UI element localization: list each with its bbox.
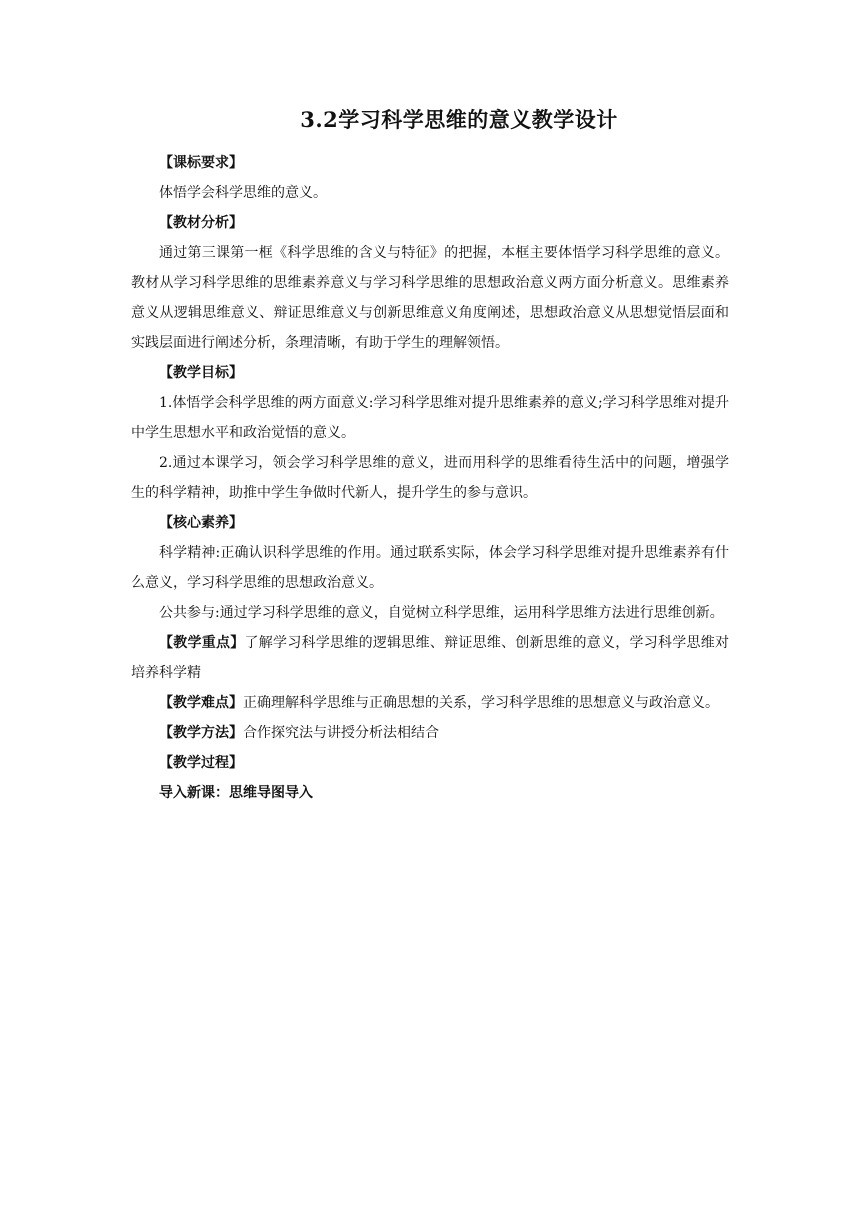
section-body-difficult-points: 正确理解科学思维与正确思想的关系，学习科学思维的思想意义与政治意义。 (243, 695, 719, 711)
document-content (131, 103, 729, 808)
section-heading-textbook-analysis: 【教材分析】 (159, 215, 243, 231)
section-body-key-points: 了解学习科学思维的逻辑思维、辩证思维、创新思维的意义，学习科学思维对培养科学精 (131, 635, 730, 681)
section-heading-teaching-process: 【教学过程】 (159, 755, 243, 771)
section-teaching-methods (131, 718, 729, 748)
section-body-curriculum-requirements: 体悟学会科学思维的意义。 (159, 185, 327, 201)
section-heading-key-points: 【教学重点】 (159, 635, 245, 651)
section-body-teaching-methods: 合作探究法与讲授分析法相结合 (243, 725, 439, 741)
section-heading-teaching-methods: 【教学方法】 (159, 725, 243, 741)
core-competency-item-2: 公共参与:通过学习科学思维的意义，自觉树立科学思维，运用科学思维方法进行思维创新。 (159, 605, 724, 621)
section-heading-teaching-goals: 【教学目标】 (159, 365, 243, 381)
section-heading-difficult-points: 【教学难点】 (159, 695, 243, 711)
teaching-goal-item-1: 1.体悟学会科学思维的两方面意义:学习科学思维对提升思维素养的意义;学习科学思维对提升中学生思想水平和政治觉悟的意义。 (131, 395, 729, 441)
section-key-points (131, 628, 729, 688)
section-body-textbook-analysis: 通过第三课第一框《科学思维的含义与特征》的把握，本框主要体悟学习科学思维的意义。教材从学习科学思维的思维素养意义与学习科学思维的思想政治意义两方面分析意义。思维素养意义从逻辑思维意义、辩证思维意义与创新思维意义角度阐述，思想政治意义从思想觉悟层面和实践层面进行阐述分析，条理清晰，有助于学生的理解领悟。 (131, 245, 729, 351)
section-difficult-points (131, 688, 729, 718)
teaching-process-lead: 导入新课：思维导图导入 (159, 785, 313, 801)
teaching-goal-item-2: 2.通过本课学习，领会学习科学思维的意义，进而用科学的思维看待生活中的问题，增强学生的科学精神，助推中学生争做时代新人，提升学生的参与意识。 (131, 455, 729, 501)
document-title: 3.2学习科学思维的意义教学设计 (300, 107, 618, 132)
core-competency-item-1: 科学精神:正确认识科学思维的作用。通过联系实际，体会学习科学思维对提升思维素养有什么意义，学习科学思维的思想政治意义。 (131, 545, 729, 591)
section-heading-core-competencies: 【核心素养】 (159, 515, 243, 531)
section-heading-curriculum-requirements: 【课标要求】 (159, 155, 243, 171)
